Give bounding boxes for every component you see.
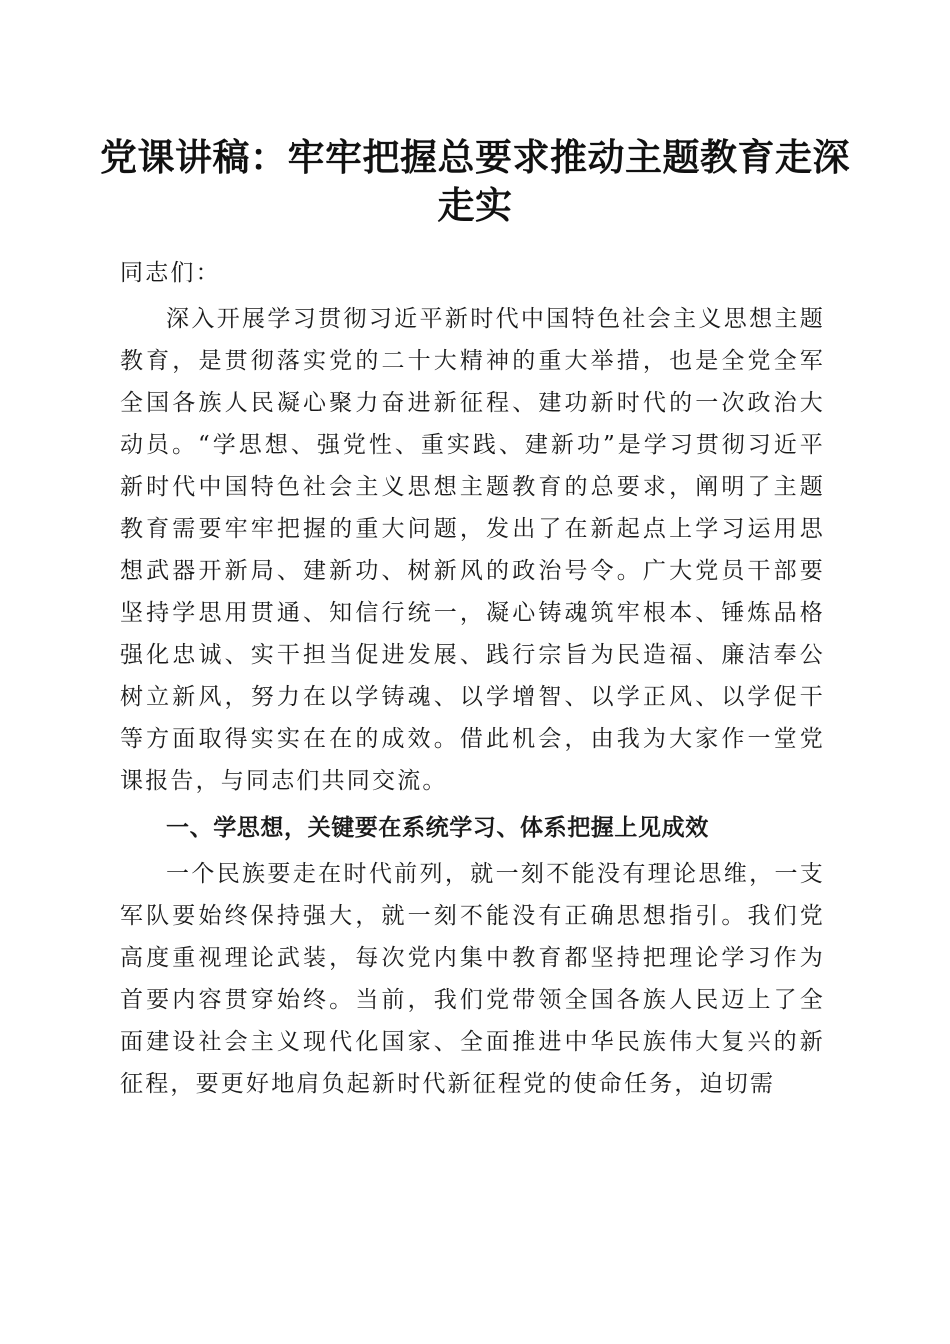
document-body bbox=[120, 252, 825, 1105]
intro-paragraph: 深入开展学习贯彻习近平新时代中国特色社会主义思想主题教育，是贯彻落实党的二十大精神的重大举措，也是全党全军全国各族人民凝心聚力奋进新征程、建功新时代的一次政治大动员。“学思想、强党性、重实践、建新功”是学习贯彻习近平新时代中国特色社会主义思想主题教育的总要求，阐明了主题教育需要牢牢把握的重大问题，发出了在新起点上学习运用思想武器开新局、建新功、树新风的政治号令。广大党员干部要坚持学思用贯通、知信行统一，凝心铸魂筑牢根本、锤炼品格强化忠诚、实干担当促进发展、践行宗旨为民造福、廉洁奉公树立新风，努力在以学铸魂、以学增智、以学正风、以学促干等方面取得实实在在的成效。借此机会，由我为大家作一堂党课报告，与同志们共同交流。 bbox=[120, 306, 825, 794]
section-paragraph: 一个民族要走在时代前列，就一刻不能没有理论思维，一支军队要始终保持强大，就一刻不能没有正确思想指引。我们党高度重视理论武装，每次党内集中教育都坚持把理论学习作为首要内容贯穿始终。当前，我们党带领全国各族人民迈上了全面建设社会主义现代化国家、全面推进中华民族伟大复兴的新征程，要更好地肩负起新时代新征程党的使命任务，迫切需 bbox=[120, 861, 825, 1097]
section-heading: 一、学思想，关键要在系统学习、体系把握上见成效 bbox=[166, 815, 709, 841]
document-title: 党课讲稿：牢牢把握总要求推动主题教育走深走实 bbox=[100, 135, 850, 227]
salutation: 同志们： bbox=[120, 260, 221, 286]
